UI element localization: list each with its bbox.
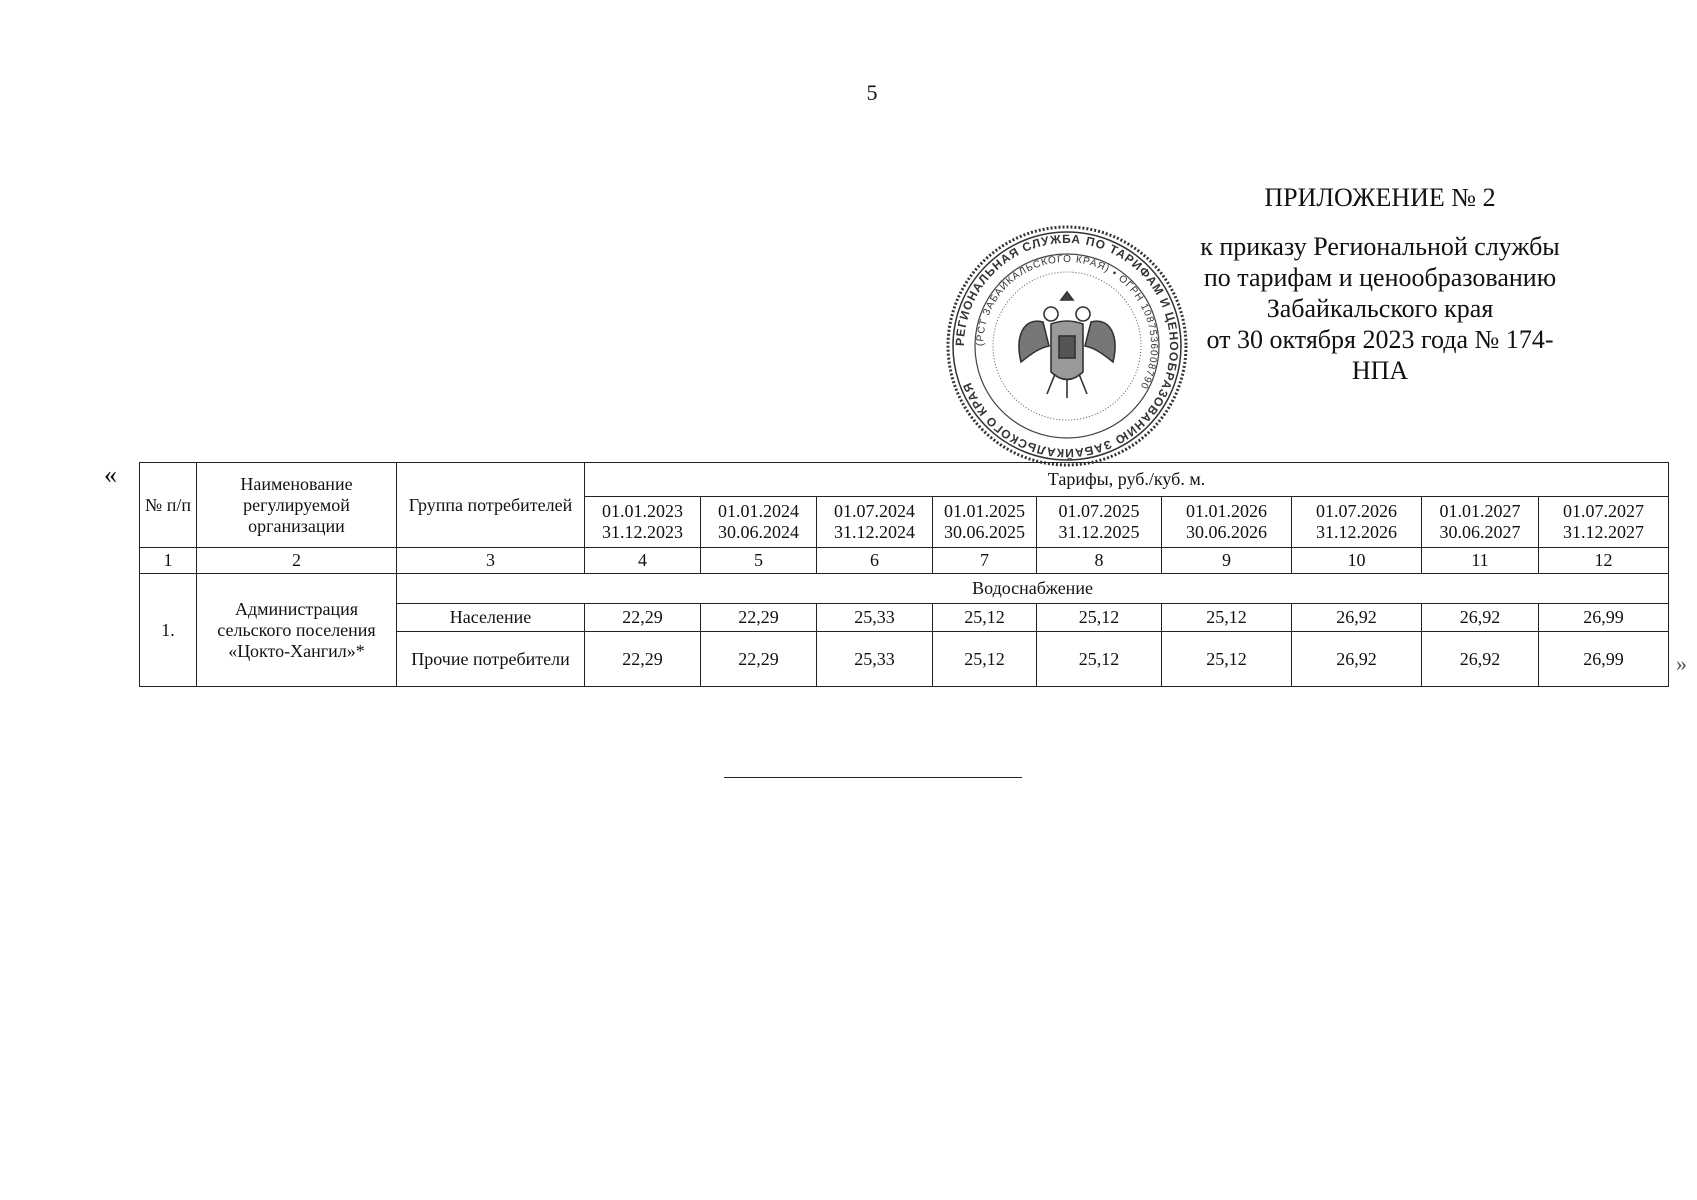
header-period: 01.07.2027 31.12.2027: [1539, 497, 1669, 548]
header-period: 01.01.2026 30.06.2026: [1162, 497, 1292, 548]
tariff-value: 26,99: [1539, 604, 1669, 632]
tariff-value: 22,29: [701, 632, 817, 687]
header-period: 01.01.2025 30.06.2025: [933, 497, 1037, 548]
appendix-line: по тарифам и ценообразованию: [1203, 263, 1557, 292]
header-tariffs: Тарифы, руб./куб. м.: [585, 463, 1669, 497]
tariff-value: 26,92: [1422, 604, 1539, 632]
seal-outer-text: РЕГИОНАЛЬНАЯ СЛУЖБА ПО ТАРИФАМ И ЦЕНООБРАЗОВАНИЮ ЗАБАЙКАЛЬСКОГО КРАЯ: [952, 231, 1182, 461]
seal-inner-text: (РСТ ЗАБАЙКАЛЬСКОГО КРАЯ) • ОГРН 1087536008790: [974, 253, 1160, 392]
header-period: 01.07.2026 31.12.2026: [1292, 497, 1422, 548]
tariff-value: 26,99: [1539, 632, 1669, 687]
tariff-value: 25,33: [817, 632, 933, 687]
column-number: 6: [817, 548, 933, 574]
tariff-value: 25,12: [933, 604, 1037, 632]
appendix-line: Забайкальского края: [1266, 294, 1494, 323]
organization-name: Администрация сельского поселения «Цокто-Хангил»*: [197, 574, 397, 687]
column-number: 12: [1539, 548, 1669, 574]
end-divider: [724, 777, 1022, 778]
column-number-row: [140, 548, 1669, 574]
tariff-value: 26,92: [1292, 632, 1422, 687]
column-number: 11: [1422, 548, 1539, 574]
tariff-value: 22,29: [701, 604, 817, 632]
header-period: 01.01.2024 30.06.2024: [701, 497, 817, 548]
column-number: 3: [397, 548, 585, 574]
header-number: № п/п: [140, 463, 197, 548]
tariff-value: 25,12: [1037, 632, 1162, 687]
consumer-group: Прочие потребители: [397, 632, 585, 687]
column-number: 7: [933, 548, 1037, 574]
official-seal-icon: [943, 222, 1191, 470]
row-number: 1.: [140, 574, 197, 687]
tariff-value: 26,92: [1422, 632, 1539, 687]
column-number: 2: [197, 548, 397, 574]
column-number: 8: [1037, 548, 1162, 574]
header-period: 01.01.2027 30.06.2027: [1422, 497, 1539, 548]
tariff-value: 25,33: [817, 604, 933, 632]
tariff-value: 25,12: [1162, 632, 1292, 687]
column-number: 1: [140, 548, 197, 574]
table-row: [140, 574, 1669, 604]
tariff-value: 25,12: [1162, 604, 1292, 632]
header-consumer-group: Группа потребителей: [397, 463, 585, 548]
appendix-line: к приказу Региональной службы: [1200, 232, 1560, 261]
double-headed-eagle-icon: [1019, 292, 1115, 398]
tariff-table: [139, 462, 1669, 687]
page-number: 5: [866, 80, 878, 105]
header-period: 01.07.2024 31.12.2024: [817, 497, 933, 548]
appendix-line: от 30 октября 2023 года № 174-НПА: [1206, 325, 1554, 385]
header-period: 01.01.2023 31.12.2023: [585, 497, 701, 548]
section-title: Водоснабжение: [397, 574, 1669, 604]
tariff-value: 22,29: [585, 632, 701, 687]
tariff-value: 25,12: [933, 632, 1037, 687]
column-number: 4: [585, 548, 701, 574]
column-number: 5: [701, 548, 817, 574]
column-number: 10: [1292, 548, 1422, 574]
tariff-value: 22,29: [585, 604, 701, 632]
header-period: 01.07.2025 31.12.2025: [1037, 497, 1162, 548]
consumer-group: Население: [397, 604, 585, 632]
tariff-value: 25,12: [1037, 604, 1162, 632]
appendix-title: ПРИЛОЖЕНИЕ № 2: [1264, 183, 1496, 212]
column-number: 9: [1162, 548, 1292, 574]
tariff-value: 26,92: [1292, 604, 1422, 632]
appendix-header: [1180, 182, 1580, 386]
header-organization: Наименование регулируемой организации: [197, 463, 397, 548]
closing-quote-mark: »: [1676, 651, 1687, 676]
opening-quote-mark: «: [104, 460, 117, 489]
